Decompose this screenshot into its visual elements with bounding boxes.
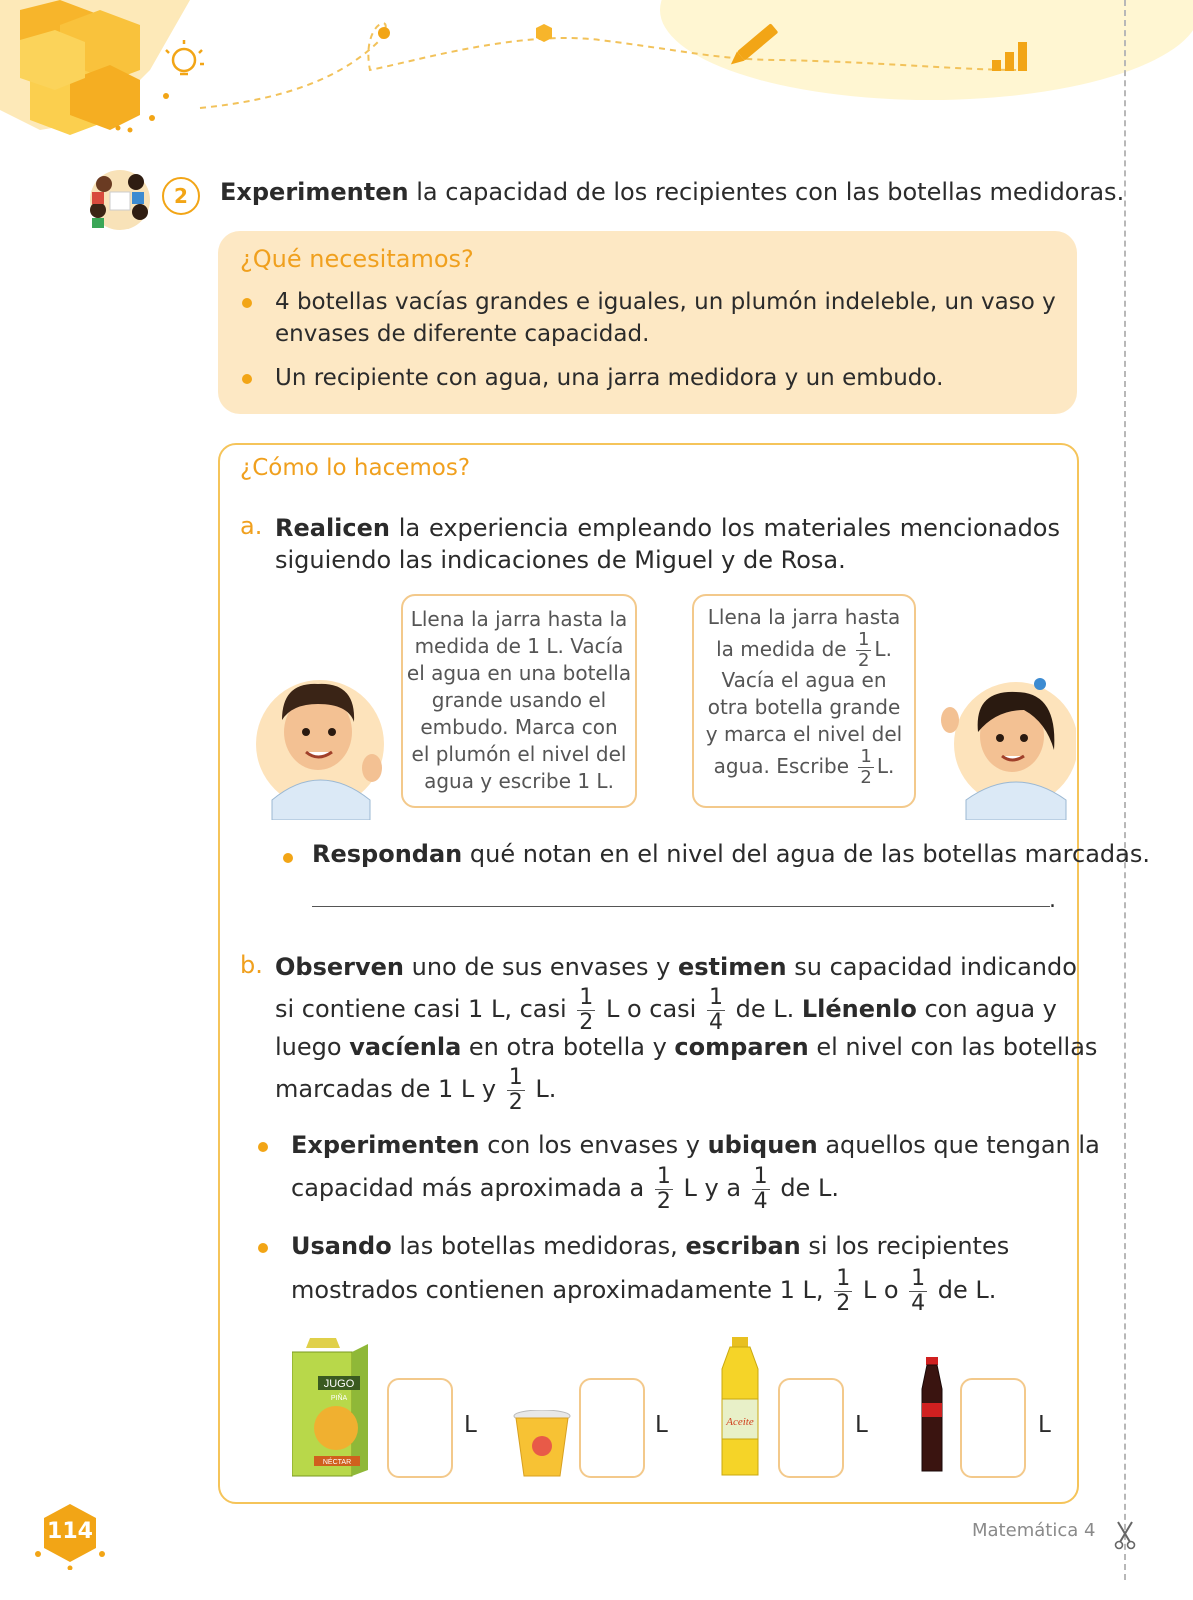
boy-miguel-illustration — [252, 660, 402, 820]
fraction-one-half — [507, 1064, 525, 1115]
answer-box-oil[interactable] — [778, 1378, 844, 1478]
step-b-text: si contiene casi 1 L, casi — [275, 995, 567, 1023]
scissors-icon — [1112, 1520, 1138, 1550]
materials-title: ¿Qué necesitamos? — [240, 245, 474, 273]
cut-dashed-line — [1124, 0, 1126, 1580]
fraction-numerator: 1 — [860, 746, 872, 767]
fraction-numerator: 1 — [836, 1265, 851, 1291]
bar-chart-icon — [992, 42, 1027, 71]
step-b-verb: vacíenla — [349, 1033, 462, 1061]
fraction-numerator: 1 — [753, 1163, 768, 1189]
instruction-text: L o — [862, 1276, 899, 1304]
instruction-text: si los recipientes — [800, 1232, 1010, 1260]
activity-number-badge: 2 — [162, 177, 200, 215]
instruction-text: L y a — [683, 1174, 742, 1202]
rosa-bubble-line: Vacía el agua en — [721, 668, 887, 692]
rosa-bubble-text: L. — [874, 637, 892, 661]
instruction-verb: Experimenten — [291, 1131, 480, 1159]
rosa-bubble-text: agua. Escribe — [713, 754, 850, 778]
miguel-bubble-line: el plumón el nivel del — [411, 742, 627, 766]
answer-box-juice[interactable] — [387, 1378, 453, 1478]
pin-icon — [378, 27, 390, 39]
fraction-numerator: 1 — [708, 984, 723, 1010]
miguel-bubble-line: el agua en una botella — [406, 661, 632, 685]
rosa-speech-bubble — [692, 594, 916, 808]
instruction-verb: ubiquen — [707, 1131, 818, 1159]
pencil-icon — [727, 23, 778, 69]
step-b-text: marcadas de 1 L y — [275, 1075, 497, 1103]
respond-instruction — [312, 838, 1150, 870]
step-b-text: el nivel con las botellas — [808, 1033, 1098, 1061]
small-cube-icon — [536, 24, 552, 42]
respond-text: qué notan en el nivel del agua de las botellas marcadas. — [462, 840, 1150, 868]
fraction-denominator: 2 — [860, 767, 872, 788]
step-b-verb: comparen — [674, 1033, 809, 1061]
instruction-text: mostrados contienen aproximadamente 1 L, — [291, 1276, 824, 1304]
step-b-text: su capacidad indicando — [786, 953, 1077, 981]
instruction-text: las botellas medidoras, — [391, 1232, 686, 1260]
materials-item-2: Un recipiente con agua, una jarra medidora y un embudo. — [275, 365, 944, 391]
bullet-icon — [258, 1243, 268, 1253]
step-b-line-1 — [275, 951, 1077, 983]
fraction-numerator: 1 — [911, 1265, 926, 1291]
fraction-one-quarter — [752, 1163, 770, 1214]
header-decoration — [0, 0, 1193, 160]
miguel-bubble-line: embudo. Marca con — [420, 715, 618, 739]
juice-label: JUGO — [323, 1378, 355, 1390]
step-b-letter: b. — [240, 951, 263, 979]
fraction-one-quarter — [909, 1265, 927, 1316]
step-a-text-1: la experiencia empleando los materiales mencionados — [390, 514, 1060, 542]
unit-label: L — [655, 1412, 668, 1438]
step-b-line-4 — [275, 1064, 556, 1114]
fraction-numerator: 1 — [656, 1163, 671, 1189]
instruction-text: capacidad más aproximada a — [291, 1174, 645, 1202]
bullet-icon — [242, 298, 252, 308]
miguel-bubble-line: medida de 1 L. Vacía — [414, 634, 624, 658]
fraction-denominator: 4 — [708, 1009, 723, 1035]
step-b-line-2 — [275, 984, 1057, 1034]
lightbulb-icon — [166, 40, 204, 74]
procedure-title: ¿Cómo lo hacemos? — [240, 455, 471, 481]
activity-title-verb: Experimenten — [220, 178, 409, 206]
fraction-numerator: 1 — [857, 629, 870, 650]
oil-label: Aceite — [726, 1416, 754, 1428]
instruction-text: aquellos que tengan la — [817, 1131, 1100, 1159]
fraction-one-half — [834, 1265, 852, 1316]
fraction-one-half — [858, 748, 873, 787]
bullet-icon — [242, 374, 252, 384]
instruction-text: con los envases y — [479, 1131, 708, 1159]
rosa-bubble-text: la medida de — [716, 637, 847, 661]
step-a-verb: Realicen — [275, 514, 390, 542]
page-number: 114 — [47, 1519, 93, 1544]
oil-bottle-image — [712, 1337, 768, 1479]
fraction-denominator: 2 — [656, 1188, 671, 1214]
step-b-text: de L. — [735, 995, 802, 1023]
book-title: Matemática 4 — [972, 1520, 1096, 1541]
fraction-one-half — [577, 984, 595, 1035]
respond-verb: Respondan — [312, 840, 463, 868]
step-b-text: L o casi — [605, 995, 697, 1023]
fraction-denominator: 2 — [836, 1290, 851, 1316]
yogurt-cup-image — [512, 1410, 572, 1480]
juice-bottom-label: NÉCTAR — [322, 1459, 352, 1466]
rosa-bubble-text: L. — [876, 754, 895, 778]
step-b-text: uno de sus envases y — [404, 953, 678, 981]
juice-carton-image — [292, 1338, 372, 1478]
bullet-icon — [258, 1142, 268, 1152]
unit-label: L — [855, 1412, 868, 1438]
group-work-icon — [84, 162, 156, 232]
step-b-text: luego — [275, 1033, 350, 1061]
fraction-denominator: 4 — [911, 1290, 926, 1316]
bullet-icon — [283, 853, 293, 863]
activity-title — [220, 178, 1124, 206]
step-a-line-1 — [275, 512, 1060, 544]
instruction-verb: escriban — [685, 1232, 801, 1260]
unit-label: L — [464, 1412, 477, 1438]
experiment-instruction-line-1 — [291, 1129, 1100, 1161]
fraction-denominator: 2 — [508, 1089, 523, 1115]
step-b-verb: Llénenlo — [801, 995, 917, 1023]
step-b-verb: Observen — [275, 953, 404, 981]
miguel-bubble-line: agua y escribe 1 L. — [424, 769, 614, 793]
step-b-text: con agua y — [916, 995, 1057, 1023]
rosa-bubble-line: Llena la jarra hasta — [707, 605, 901, 629]
rosa-bubble-line-fraction — [694, 629, 914, 671]
write-instruction-line-1 — [291, 1230, 1009, 1262]
fraction-one-half — [655, 1163, 673, 1214]
activity-title-text: la capacidad de los recipientes con las botellas medidoras. — [408, 178, 1125, 206]
fraction-one-half — [856, 631, 871, 670]
step-a-letter: a. — [240, 512, 263, 540]
rosa-bubble-line-fraction — [694, 746, 914, 788]
fraction-denominator: 2 — [579, 1009, 594, 1035]
answer-box-yogurt[interactable] — [579, 1378, 645, 1478]
fraction-numerator: 1 — [579, 984, 594, 1010]
rosa-bubble-line: otra botella grande — [707, 695, 901, 719]
girl-rosa-illustration — [936, 660, 1076, 820]
step-b-text: L. — [535, 1075, 557, 1103]
step-b-text: en otra botella y — [461, 1033, 675, 1061]
fraction-denominator: 2 — [857, 650, 870, 671]
soda-bottle-image — [912, 1357, 952, 1477]
unit-label: L — [1038, 1412, 1051, 1438]
answer-box-soda[interactable] — [960, 1378, 1026, 1478]
miguel-bubble-line: grande usando el — [431, 688, 607, 712]
step-b-verb: estimen — [677, 953, 787, 981]
fraction-denominator: 4 — [753, 1188, 768, 1214]
materials-item-1: 4 botellas vacías grandes e iguales, un plumón indeleble, un vaso y — [275, 289, 1056, 315]
juice-sublabel: PIÑA — [330, 1395, 348, 1402]
miguel-speech-bubble — [401, 594, 637, 808]
fraction-numerator: 1 — [508, 1064, 523, 1090]
fraction-one-quarter — [707, 984, 725, 1035]
step-b-line-3 — [275, 1031, 1097, 1063]
instruction-verb: Usando — [291, 1232, 392, 1260]
step-a-line-2: siguiendo las indicaciones de Miguel y de Rosa. — [275, 546, 846, 574]
materials-item-1-cont: envases de diferente capacidad. — [275, 321, 650, 347]
instruction-text: de L. — [780, 1174, 839, 1202]
answer-line[interactable] — [312, 906, 1050, 907]
instruction-text: de L. — [937, 1276, 997, 1304]
experiment-instruction-line-2 — [291, 1163, 839, 1213]
answer-line-period: . — [1049, 888, 1056, 913]
write-instruction-line-2 — [291, 1265, 996, 1315]
cubes-icon — [0, 0, 190, 135]
miguel-bubble-line: Llena la jarra hasta la — [410, 607, 628, 631]
rosa-bubble-line: y marca el nivel del — [705, 722, 903, 746]
